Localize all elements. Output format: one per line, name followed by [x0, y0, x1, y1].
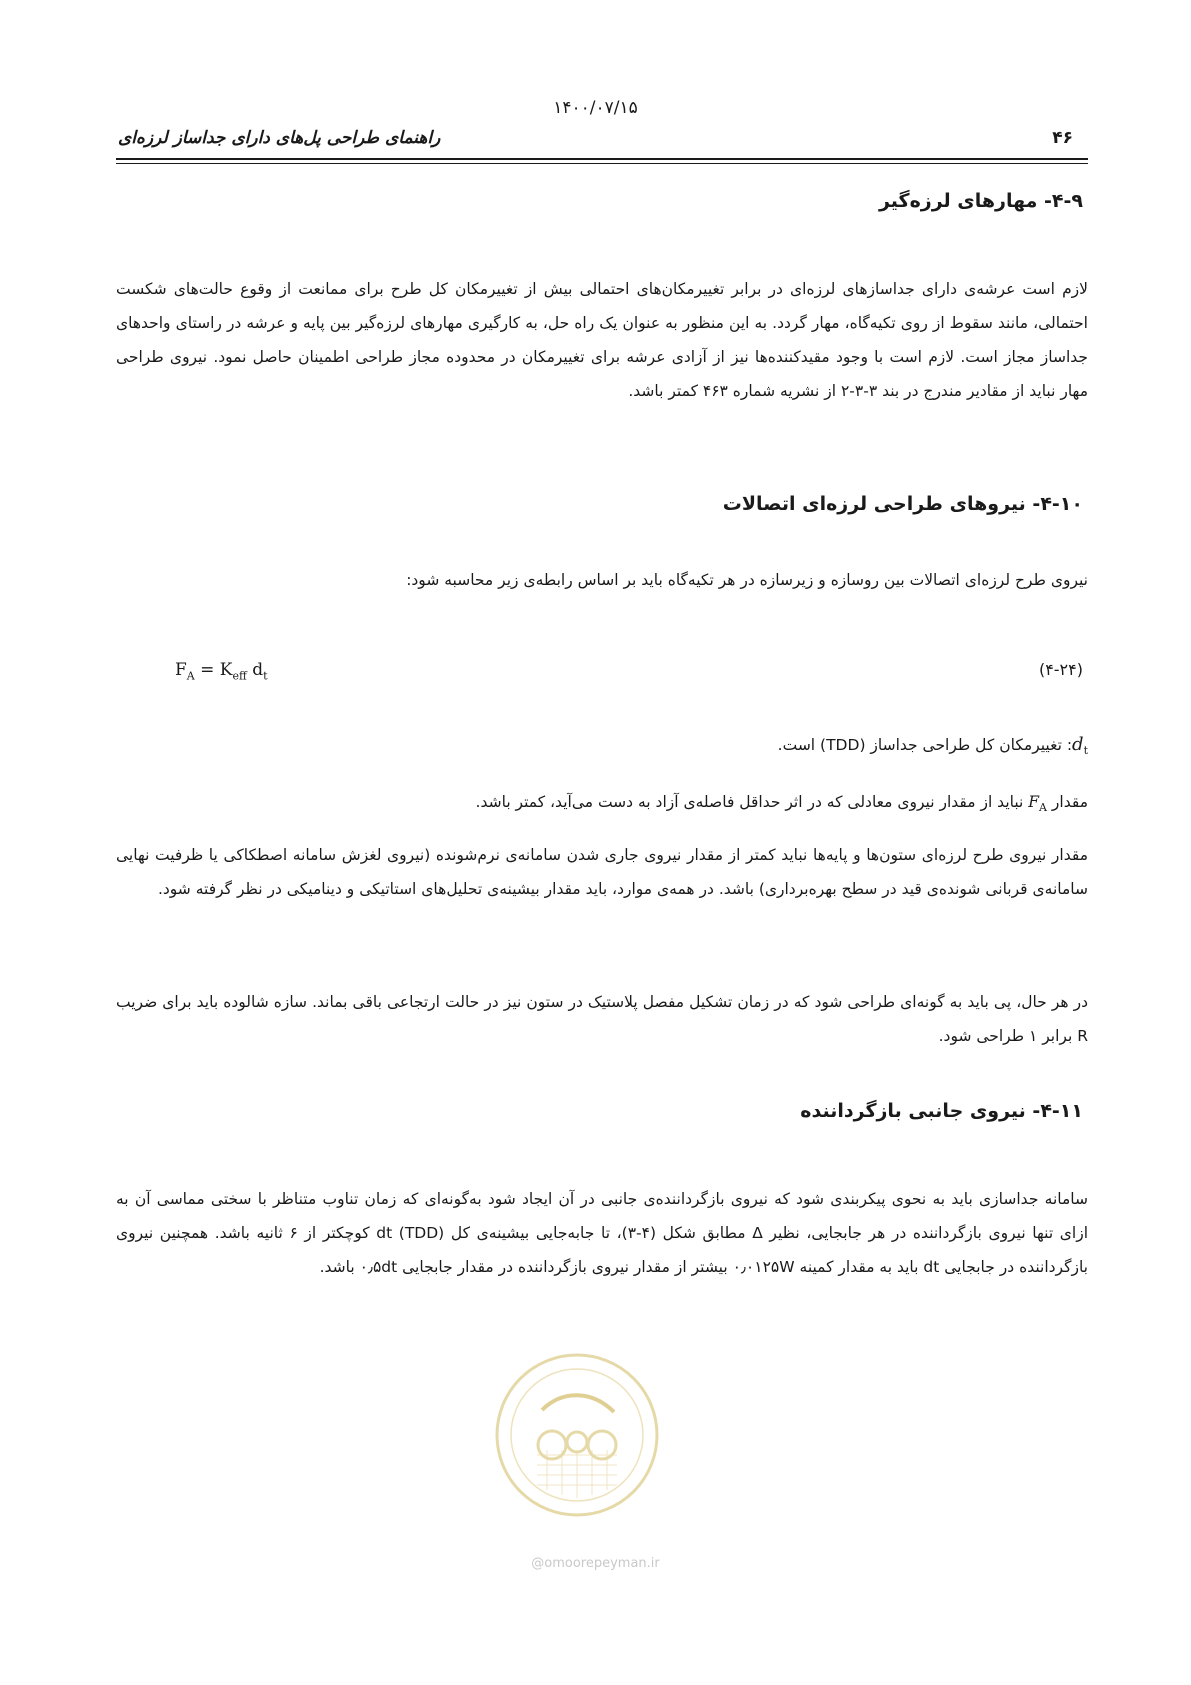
dt-subscript: t — [1083, 744, 1088, 758]
paragraph-foundation: در هر حال، پی باید به گونه‌ای طراحی شود که در زمان تشکیل مفصل پلاستیک در ستون نیز در حالت ارتجاعی باقی بماند. سازه شالوده باید برای ضریب R برابر ۱ طراحی شود. — [116, 993, 1088, 1045]
page-number: ۴۶ — [1052, 128, 1073, 148]
seal-watermark — [492, 1350, 662, 1520]
header-rule-thin — [116, 163, 1088, 164]
section-heading-4-11: ۴-۱۱- نیروی جانبی بازگرداننده — [800, 1100, 1083, 1122]
paragraph-seismic-restrainers: لازم است عرشه‌ی دارای جداسازهای لرزه‌ای در برابر تغییرمکان‌های احتمالی بیش از تغییرمکان کل طرح برای ممانعت از وقوع حالت‌های شکست احتمالی، مانند سقوط از روی تکیه‌گاه، مهار گردد. به این منظور به عنوان یک راه حل، به کارگیری مهارهای لرزه‌گیر بین پایه و عرشه در راستای واحدهای جداساز مجاز است. لازم است با وجود مقیدکننده‌ها نیز از آزادی عرشه برای تغییرمکان در محدوده مجاز طراحی اطمینان حاصل نمود. نیروی طراحی مهار نباید از مقادیر مندرج در بند ۳-۳-۲ از نشریه شماره ۴۶۳ کمتر باشد. — [116, 280, 1088, 400]
equation-number: (۴-۲۴) — [1038, 660, 1083, 679]
eq-equals-k: = K — [200, 660, 233, 680]
header-date: ۱۴۰۰/۰۷/۱۵ — [553, 98, 638, 118]
fa-pre-text: مقدار — [1047, 793, 1088, 811]
eq-d-symbol: d — [252, 660, 264, 680]
equation-4-24 — [175, 660, 268, 682]
eq-d-subscript: t — [263, 669, 268, 683]
definition-dt — [116, 728, 1088, 768]
fa-subscript: A — [1039, 801, 1047, 815]
seal-logo-icon — [492, 1350, 662, 1520]
eq-k-subscript: eff — [232, 669, 247, 683]
section-heading-4-10: ۴-۱۰- نیروهای طراحی لرزه‌ای اتصالات — [722, 493, 1083, 515]
paragraph-column-forces: مقدار نیروی طرح لرزه‌ای ستون‌ها و پایه‌ها نباید کمتر از مقدار نیروی جاری شدن سامانه‌ی نرم‌شونده (نیروی لغزش سامانه اصطکاکی یا ظرفیت نهایی سامانه‌ی قربانی شونده‌ی قید در سطح بهره‌برداری) باشد. در همه‌ی موارد، باید مقدار بیشینه‌ی تحلیل‌های استاتیکی و دینامیکی در نظر گرفته شود. — [116, 846, 1088, 898]
eq-force-symbol: F — [175, 660, 187, 680]
paragraph-restoring-force: سامانه جداسازی باید به نحوی پیکربندی شود که نیروی بازگرداننده‌ی جانبی در آن ایجاد شود به‌گونه‌ای که زمان تناوب متناظر با سختی مماسی آن به ازای تنها نیروی بازگرداننده در هر جابجایی، نظیر Δ مطابق شکل (۴-۳)، تا جابه‌جایی بیشینه‌ی کل dt (TDD) کوچکتر از ۶ ثانیه باشد. همچنین نیروی بازگرداننده در جابجایی dt باید به مقدار کمینه ۰٫۰۱۲۵W بیشتر از مقدار نیروی بازگرداننده در مقدار جابجایی ۰٫۵dt باشد. — [116, 1190, 1089, 1276]
dt-symbol: d — [1072, 734, 1084, 755]
fa-symbol: F — [1028, 793, 1040, 811]
fa-post-text: نباید از مقدار نیروی معادلی که در اثر حداقل فاصله‌ی آزاد به دست می‌آید، کمتر باشد. — [475, 793, 1029, 811]
eq-force-subscript: A — [186, 669, 195, 683]
paragraph-fa-limit — [116, 785, 1088, 825]
header-rule — [116, 158, 1088, 160]
running-title: راهنمای طراحی پل‌های دارای جداساز لرزه‌ای — [118, 128, 441, 148]
paragraph-connection-intro: نیروی طرح لرزه‌ای اتصالات بین روسازه و زیرسازه در هر تکیه‌گاه باید بر اساس رابطه‌ی زیر محاسبه شود: — [406, 571, 1088, 589]
section-heading-4-9: ۴-۹- مهارهای لرزه‌گیر — [878, 190, 1083, 212]
dt-definition-text: : تغییرمکان کل طراحی جداساز (TDD) است. — [777, 736, 1073, 754]
website-watermark: @omoorepeyman.ir — [531, 1556, 660, 1571]
